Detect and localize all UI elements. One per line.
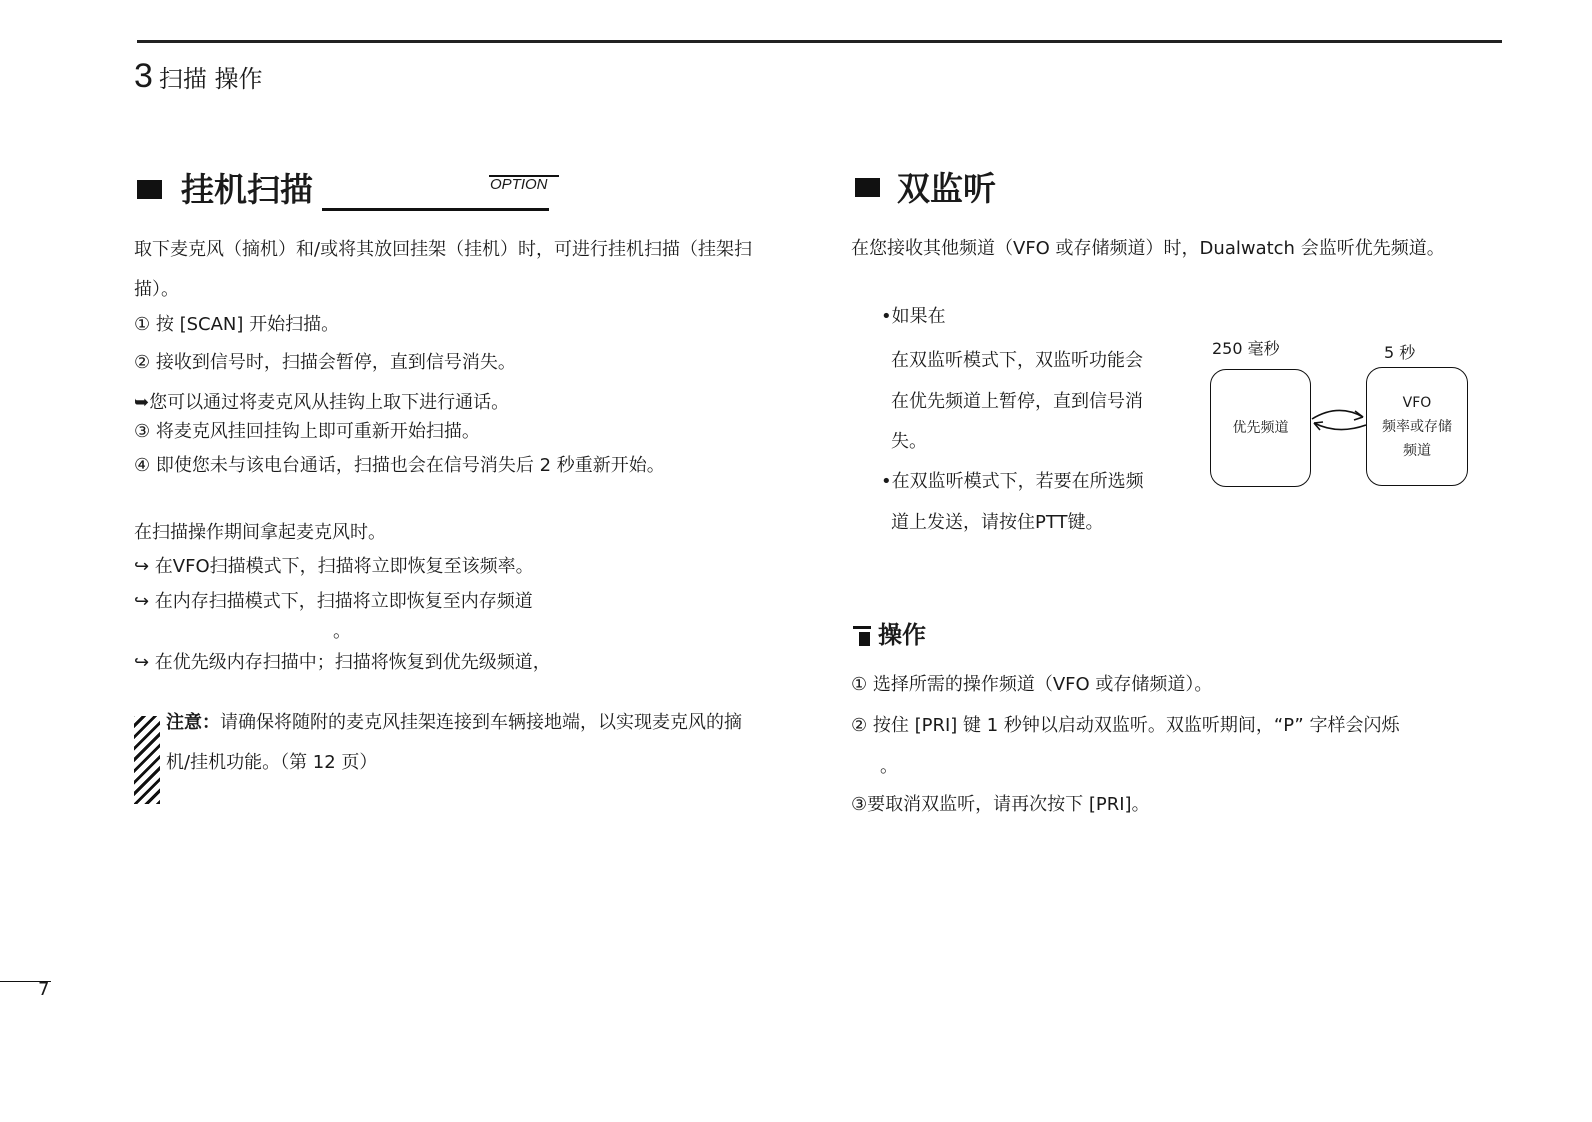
- diagram-box-priority: [1210, 369, 1311, 487]
- step-4: ④ 即使您未与该电台通话，扫描也会在信号消失后 2 秒重新开始。: [134, 455, 665, 476]
- caution-hatch-icon: [134, 716, 160, 804]
- option-tag: OPTION: [490, 176, 548, 193]
- bullet-1-line-1: 在双监听模式下，双监听功能会: [891, 350, 1143, 371]
- intro-line-2: 描）。: [134, 279, 179, 300]
- diagram-box-vfo-line-2: 频率或存储: [1382, 418, 1452, 435]
- bullet-1-line-2: 在优先频道上暂停，直到信号消: [891, 391, 1143, 412]
- caution-label: 注意：: [166, 712, 220, 733]
- during-item-2-cont: 。: [333, 621, 351, 642]
- step-1: ① 按 [SCAN] 开始扫描。: [134, 314, 340, 335]
- during-item-3: ↪ 在优先级内存扫描中；扫描将恢复到优先级频道，: [134, 652, 551, 673]
- section-title-hook-scan: 挂机扫描: [181, 170, 313, 209]
- operation-step-3: ③要取消双监听，请再次按下 [PRI]。: [851, 794, 1150, 815]
- diagram-time-left: 250 毫秒: [1212, 339, 1280, 358]
- intro-line-1: 取下麦克风（摘机）和/或将其放回挂架（挂机）时，可进行挂机扫描（挂架扫: [134, 239, 753, 260]
- caution-text-1: 请确保将随附的麦克风挂架连接到车辆接地端，以实现麦克风的摘: [220, 712, 742, 733]
- diagram-box-priority-label: 优先频道: [1232, 420, 1289, 436]
- operation-step-2: ② 按住 [PRI] 键 1 秒钟以启动双监听。双监听期间，“P” 字样会闪烁: [851, 715, 1400, 736]
- operation-step-1: ① 选择所需的操作频道（VFO 或存储频道）。: [851, 674, 1213, 695]
- step-2: ② 接收到信号时，扫描会暂停，直到信号消失。: [134, 352, 516, 373]
- page-number: 7: [38, 979, 50, 1000]
- caution-line-2: 机/挂机功能。（第 12 页）: [166, 752, 378, 773]
- bullet-1-line-3: 失。: [891, 431, 927, 452]
- chapter-title: 扫描 操作: [158, 65, 263, 93]
- operation-icon: [853, 626, 871, 646]
- during-title: 在扫描操作期间拿起麦克风时。: [134, 522, 386, 543]
- bullet-2-line-1: •在双监听模式下，若要在所选频: [881, 471, 1144, 492]
- during-item-1: ↪ 在VFO扫描模式下，扫描将立即恢复至该频率。: [134, 556, 534, 577]
- diagram-box-vfo-line-1: VFO: [1402, 394, 1432, 411]
- bullet-1-head: •如果在: [881, 306, 946, 327]
- section-square-icon: [855, 178, 880, 197]
- diagram-box-vfo: [1366, 367, 1468, 486]
- during-item-2: ↪ 在内存扫描模式下，扫描将立即恢复至内存频道: [134, 591, 533, 612]
- top-rule: [137, 40, 1502, 43]
- section-square-icon: [137, 180, 162, 199]
- operation-title: 操作: [878, 621, 926, 649]
- arrow-note: ➥您可以通过将麦克风从挂钩上取下进行通话。: [134, 392, 510, 413]
- diagram-time-right: 5 秒: [1384, 343, 1416, 362]
- step-3: ③ 将麦克风挂回挂钩上即可重新开始扫描。: [134, 421, 480, 442]
- bullet-2-line-2: 道上发送，请按住PTT键。: [891, 512, 1104, 533]
- diagram-cycle-arrows-icon: [1308, 405, 1370, 437]
- diagram-box-vfo-line-3: 频道: [1403, 442, 1431, 459]
- caution-line-1: [166, 711, 742, 735]
- section-title-dualwatch: 双监听: [897, 169, 996, 208]
- operation-step-2-cont: 。: [880, 756, 898, 777]
- chapter-number: 3: [134, 57, 153, 95]
- chapter-heading: [134, 58, 263, 97]
- dualwatch-intro: 在您接收其他频道（VFO 或存储频道）时，Dualwatch 会监听优先频道。: [851, 238, 1445, 259]
- title-underline: [322, 208, 549, 211]
